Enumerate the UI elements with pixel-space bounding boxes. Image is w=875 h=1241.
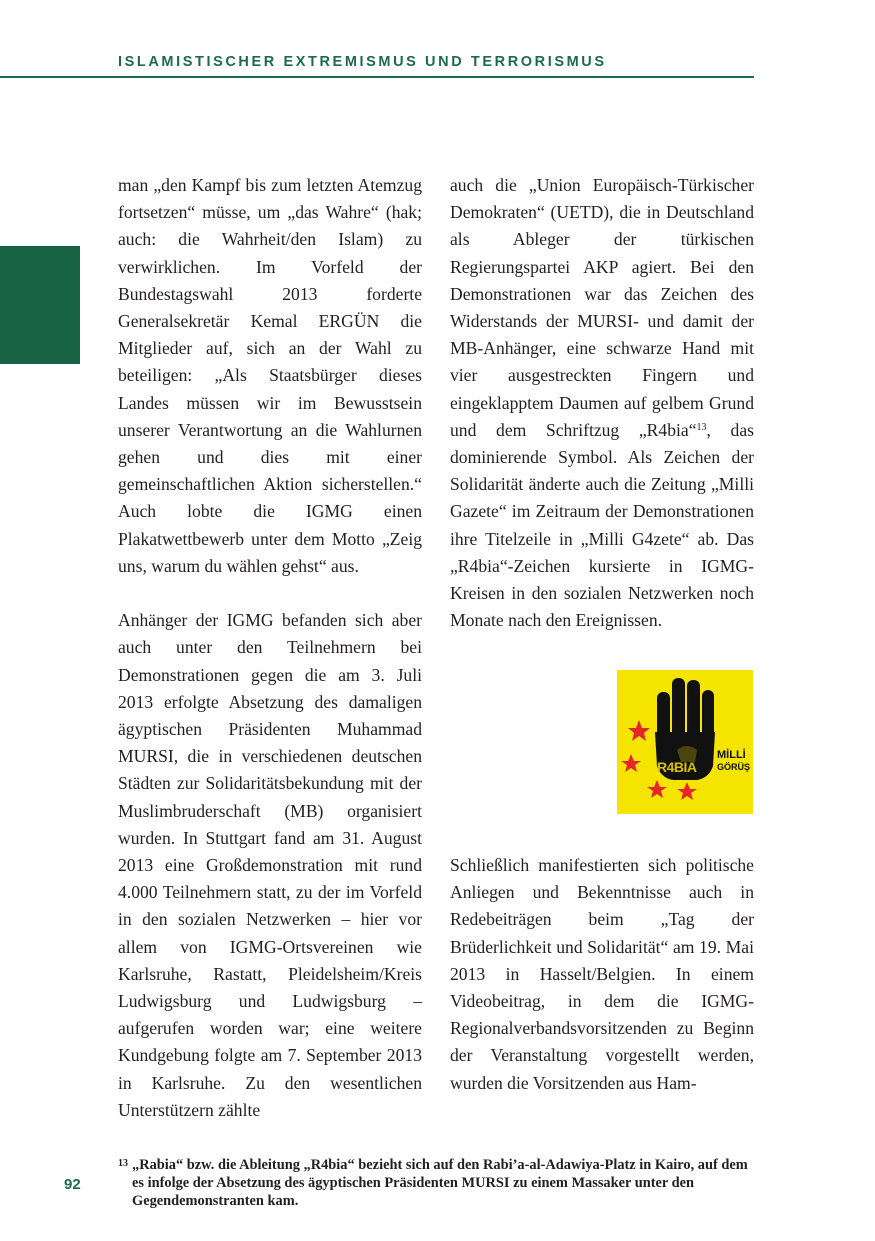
logo-text-gorus: GÖRÜŞ <box>717 762 751 772</box>
chapter-side-tab <box>0 246 80 364</box>
header-rule <box>0 76 754 78</box>
left-column <box>118 172 422 1124</box>
footnote <box>118 1156 755 1210</box>
footnote-reference[interactable]: 13 <box>696 421 707 433</box>
right-column-lower <box>450 852 754 1097</box>
logo-text-main: R4BIA <box>657 759 697 775</box>
running-header: ISLAMISTISCHER EXTREMISMUS UND TERRORISMUS <box>118 54 607 70</box>
logo-text-milli: MİLLİ <box>717 749 746 761</box>
paragraph: man „den Kampf bis zum letzten Atemzug fortsetzen“ müsse, um „das Wahre“ (hak; auch: die Wahrheit/den Islam) zu verwirklichen. Im Vorfeld der Bundestagswahl 2013 forderte Generalsekretär Kemal ERGÜN die Mitglieder auf, sich an der Wahl zu beteiligen: „Als Staatsbürger dieses Landes müssen wir im Bewusstsein unserer Verantwortung an die Wahlurnen gehen und dies mit einer gemeinschaftlichen Aktion sicherstellen.“ Auch lobte die IGMG einen Plakatwettbewerb unter dem Motto „Zeig uns, warum du wählen gehst“ aus. <box>118 175 422 576</box>
paragraph: Anhänger der IGMG befanden sich aber auch unter den Teilnehmern bei Demonstrationen gegen die am 3. Juli 2013 erfolgte Absetzung des damaligen ägyptischen Präsidenten Muhammad MURSI, die in verschiedenen deutschen Städten zur Solidaritätsbekundung mit der Muslimbruderschaft (MB) organisiert wurden. In Stuttgart fand am 31. August 2013 eine Großdemonstration mit rund 4.000 Teilnehmern statt, zu der im Vorfeld in den sozialen Netzwerken – hier vor allem von IGMG-Ortsvereinen wie Karlsruhe, Rastatt, Pleidelsheim/Kreis Ludwigsburg und Ludwigsburg – aufgerufen worden war; eine weitere Kundgebung folgte am 7. September 2013 in Karlsruhe. Zu den wesentlichen Unterstützern zählte <box>118 610 422 1120</box>
paragraph: Schließlich manifestierten sich politische Anliegen und Bekenntnisse auch in Redebeiträgen beim „Tag der Brüderlichkeit und Solidarität“ am 19. Mai 2013 in Hasselt/Belgien. In einem Videobeitrag, in dem die IGMG-Regionalverbandsvorsitzenden zu Beginn der Veranstaltung vorgestellt werden, wurden die Vorsitzenden aus Ham- <box>450 855 754 1093</box>
r4bia-milli-gorus-logo <box>617 670 753 814</box>
footnote-text: „Rabia“ bzw. die Ableitung „R4bia“ bezieht sich auf den Rabi’a-al-Adawiya-Platz in Kairo, auf dem es infolge der Absetzung des ägyptischen Präsidenten MURSI zu einem Massaker unter den Gegendemonstranten kam. <box>132 1157 748 1209</box>
footnote-number: 13 <box>118 1158 128 1169</box>
page-number: 92 <box>64 1176 81 1193</box>
paragraph <box>450 172 754 634</box>
right-column <box>450 172 754 634</box>
paragraph-text: , das dominierende Symbol. Als Zeichen der Solidarität änderte auch die Zeitung „Milli Gazete“ im Zeitraum der Demonstrationen ihre Titelzeile in „Milli G4zete“ ab. Das „R4bia“-Zeichen kursierte in IGMG-Kreisen in den sozialen Netzwerken noch Monate nach den Ereignissen. <box>450 419 754 631</box>
paragraph-text: auch die „Union Europäisch-Türkischer Demokraten“ (UETD), die in Deutschland als Ableger der türkischen Regierungspartei AKP agiert. Bei den Demonstrationen war das Zeichen des Widerstands der MURSI- und damit der MB-Anhänger, eine schwarze Hand mit vier ausgestreckten Fingern und eingeklapptem Daumen auf gelbem Grund und dem Schriftzug „R4bia“ <box>450 175 754 440</box>
